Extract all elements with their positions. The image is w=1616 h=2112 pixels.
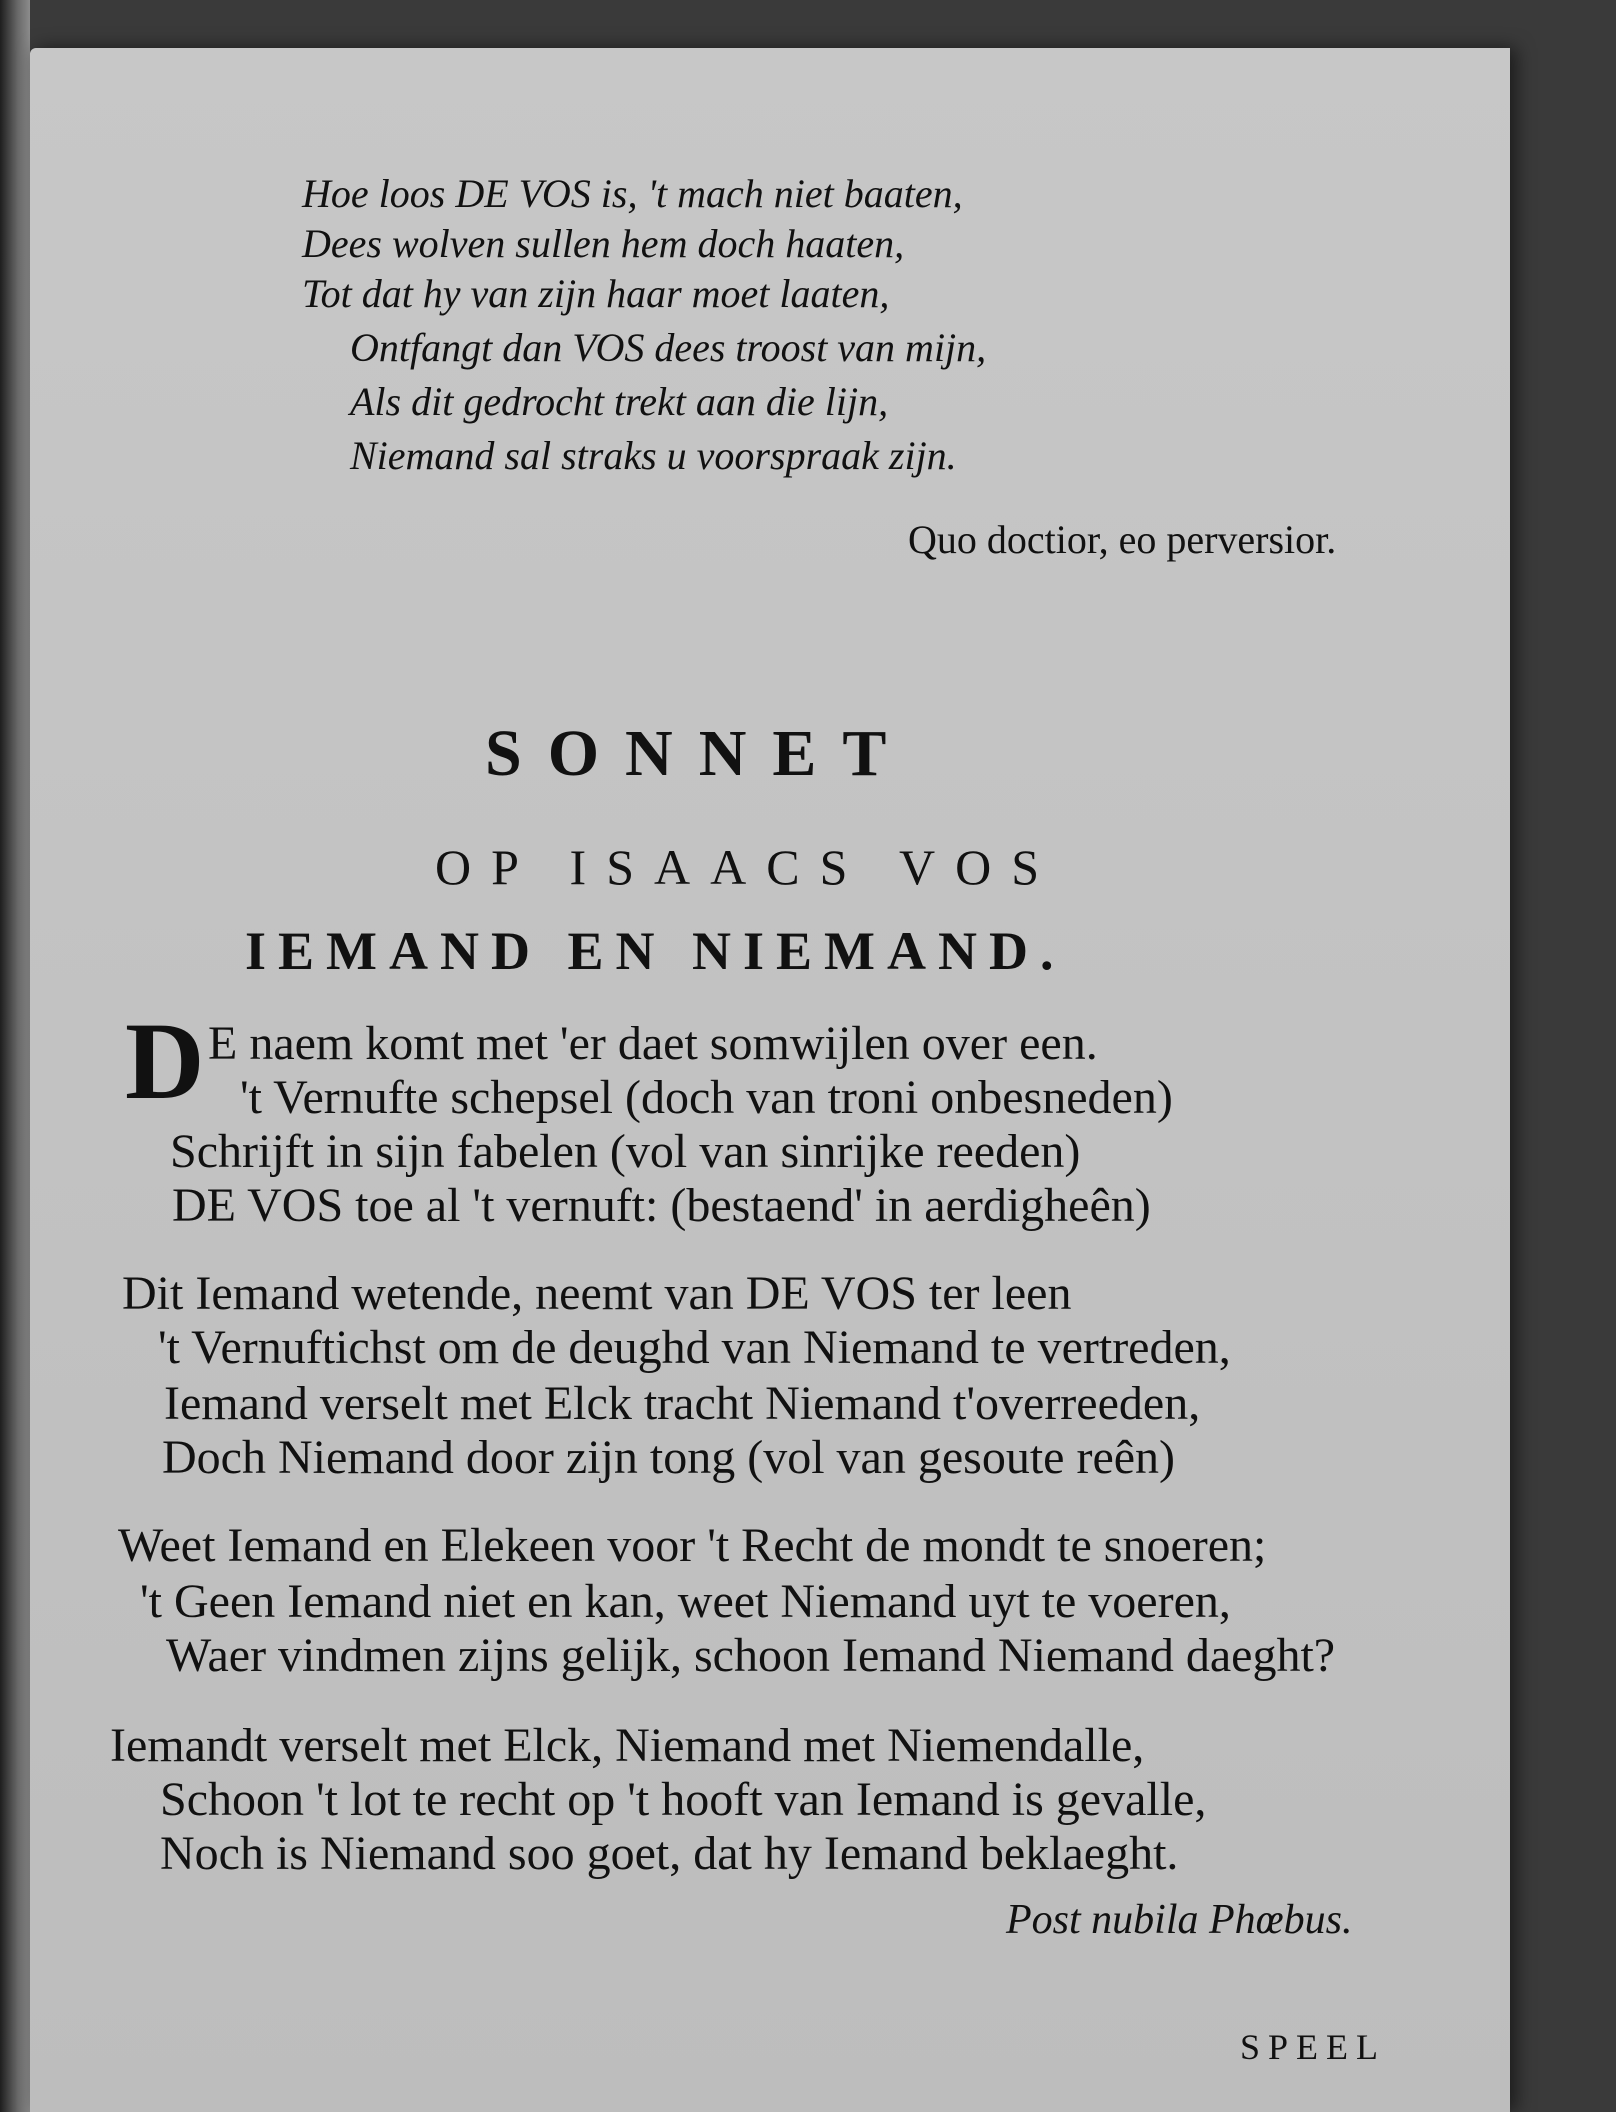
poem-line-5: Als dit gedrocht trekt aan die lijn, <box>350 379 889 424</box>
motto-bottom: Post nubila Phœbus. <box>1006 1897 1353 1943</box>
sonnet-line-4: DE VOS toe al 't vernuft: (bestaend' in aerdigheên) <box>172 1179 1151 1232</box>
poem-line-3: Tot dat hy van zijn haar moet laaten, <box>302 271 890 316</box>
poem-line-4: Ontfangt dan VOS dees troost van mijn, <box>350 325 987 370</box>
sonnet-line-8: Doch Niemand door zijn tong (vol van gesoute reên) <box>162 1431 1176 1484</box>
sonnet-line-7: Iemand verselt met Elck tracht Niemand t'overreeden, <box>164 1377 1201 1430</box>
sonnet-line-2: 't Vernufte schepsel (doch van troni onbesneden) <box>240 1071 1173 1124</box>
sonnet-line-9: Weet Iemand en Elekeen voor 't Recht de mondt te snoeren; <box>118 1519 1267 1572</box>
sonnet-line-14: Noch is Niemand soo goet, dat hy Iemand beklaeght. <box>160 1827 1179 1880</box>
book-binding-edge <box>0 0 30 2112</box>
book-page <box>30 48 1510 2112</box>
sonnet-line-3: Schrijft in sijn fabelen (vol van sinrijke reeden) <box>170 1125 1081 1178</box>
sonnet-title: SONNET <box>485 717 913 790</box>
poem-line-2: Dees wolven sullen hem doch haaten, <box>302 221 905 266</box>
sonnet-line-1: E naem komt met 'er daet somwijlen over een. <box>208 1017 1098 1070</box>
catchword: SPEEL <box>1240 2027 1387 2067</box>
motto-top: Quo doctior, eo perversior. <box>908 517 1337 562</box>
poem-line-1: Hoe loos DE VOS is, 't mach niet baaten, <box>302 171 963 216</box>
poem-line-6: Niemand sal straks u voorspraak zijn. <box>350 433 957 478</box>
sonnet-line-10: 't Geen Iemand niet en kan, weet Niemand uyt te voeren, <box>140 1575 1231 1628</box>
sonnet-line-11: Waer vindmen zijns gelijk, schoon Iemand Niemand daeght? <box>166 1629 1336 1682</box>
sonnet-line-6: 't Vernuftichst om de deughd van Niemand te vertreden, <box>158 1321 1231 1374</box>
sonnet-subtitle-2: IEMAND EN NIEMAND. <box>245 921 1066 981</box>
sonnet-line-5: Dit Iemand wetende, neemt van DE VOS ter leen <box>122 1267 1072 1320</box>
sonnet-line-12: Iemandt verselt met Elck, Niemand met Niemendalle, <box>110 1719 1145 1772</box>
sonnet-dropcap: D <box>125 1000 205 1122</box>
sonnet-line-13: Schoon 't lot te recht op 't hooft van Iemand is gevalle, <box>160 1773 1207 1826</box>
sonnet-subtitle-1: OP ISAACS VOS <box>435 839 1060 895</box>
